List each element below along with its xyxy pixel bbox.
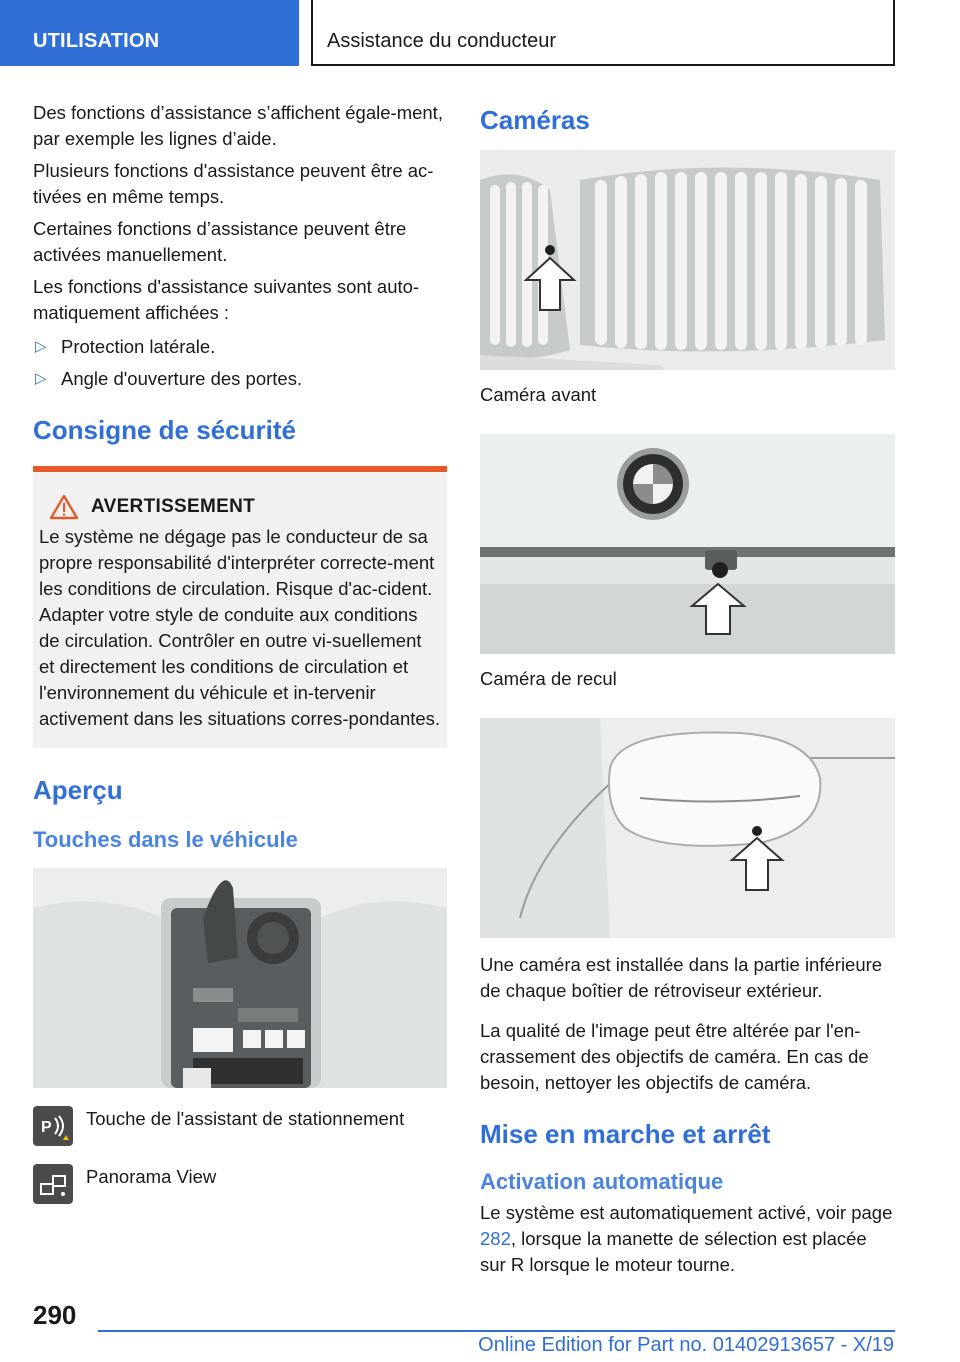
- rear-camera-image: [480, 434, 895, 654]
- page-link[interactable]: 282: [480, 1228, 511, 1249]
- mirror-camera-paragraph: Une caméra est installée dans la partie inférieure de chaque boîtier de rétroviseur extérieur.: [480, 954, 883, 1001]
- front-camera-caption: Caméra avant: [480, 384, 597, 405]
- buttons-heading: Touches dans le véhicule: [33, 827, 298, 852]
- triangle-bullet-icon: ▷: [35, 338, 47, 355]
- warning-box: [33, 466, 447, 748]
- footer-divider: [98, 1330, 895, 1332]
- right-column: [480, 100, 895, 1284]
- parking-assistant-label: Touche de l'assistant de stationnement: [86, 1108, 405, 1129]
- svg-text:P: P: [41, 1119, 52, 1136]
- list-item: ▷ Angle d'ouverture des portes.: [33, 366, 447, 392]
- section-title: UTILISATION: [33, 30, 160, 52]
- lens-quality-paragraph: La qualité de l'image peut être altérée par l'en-crassement des objectifs de caméra. En cas de besoin, nettoyer les objectifs de caméra.: [480, 1020, 869, 1093]
- panorama-view-row: [33, 1164, 447, 1204]
- center-console-image: [33, 868, 447, 1088]
- front-camera-image: [480, 150, 895, 370]
- rear-camera-caption: Caméra de recul: [480, 668, 617, 689]
- chapter-header: [311, 0, 895, 66]
- auto-activation-heading: Activation automatique: [480, 1169, 724, 1194]
- overview-heading: Aperçu: [33, 775, 123, 805]
- warning-triangle-icon: [49, 494, 79, 520]
- page-number: 290: [33, 1300, 77, 1330]
- panorama-view-icon: [33, 1164, 73, 1204]
- panorama-view-label: Panorama View: [86, 1166, 217, 1187]
- cameras-heading: Caméras: [480, 105, 590, 135]
- safety-heading: Consigne de sécurité: [33, 415, 296, 445]
- triangle-bullet-icon: ▷: [35, 370, 47, 387]
- intro-paragraph-4: Les fonctions d'assistance suivantes sont auto-matiquement affichées :: [33, 276, 420, 323]
- warning-title: AVERTISSEMENT: [91, 496, 256, 517]
- intro-paragraph-2: Plusieurs fonctions d'assistance peuvent être ac-tivées en même temps.: [33, 160, 434, 207]
- auto-activation-paragraph: Le système est automatiquement activé, voir page 282, lorsque la manette de sélection est placée sur R lorsque le moteur tourne.: [480, 1202, 893, 1275]
- warning-text: Le système ne dégage pas le conducteur de sa propre responsabilité d'interpréter correcte-ment les conditions de circulation. Risque d'ac-cident. Adapter votre style de conduite aux conditions de circulation. Contrôler en outre vi-suellement et directement les conditions de circulation et l'environnement du véhicule et in-tervenir activement dans les situations corres-pondantes.: [39, 526, 441, 729]
- on-off-heading: Mise en marche et arrêt: [480, 1119, 771, 1149]
- list-item: ▷ Protection latérale.: [33, 334, 447, 360]
- intro-paragraph-1: Des fonctions d’assistance s’affichent égale-ment, par exemple les lignes d’aide.: [33, 102, 443, 149]
- chapter-title: Assistance du conducteur: [327, 30, 557, 52]
- section-tab: [0, 0, 299, 66]
- left-column: [33, 100, 447, 1204]
- parking-assistant-row: [33, 1106, 447, 1146]
- intro-paragraph-3: Certaines fonctions d’assistance peuvent être activées manuellement.: [33, 218, 407, 265]
- auto-functions-list: [33, 334, 447, 392]
- side-camera-image: [480, 718, 895, 938]
- edition-note: Online Edition for Part no. 01402913657 - X/19: [478, 1334, 894, 1356]
- parking-assistant-icon: [33, 1106, 73, 1146]
